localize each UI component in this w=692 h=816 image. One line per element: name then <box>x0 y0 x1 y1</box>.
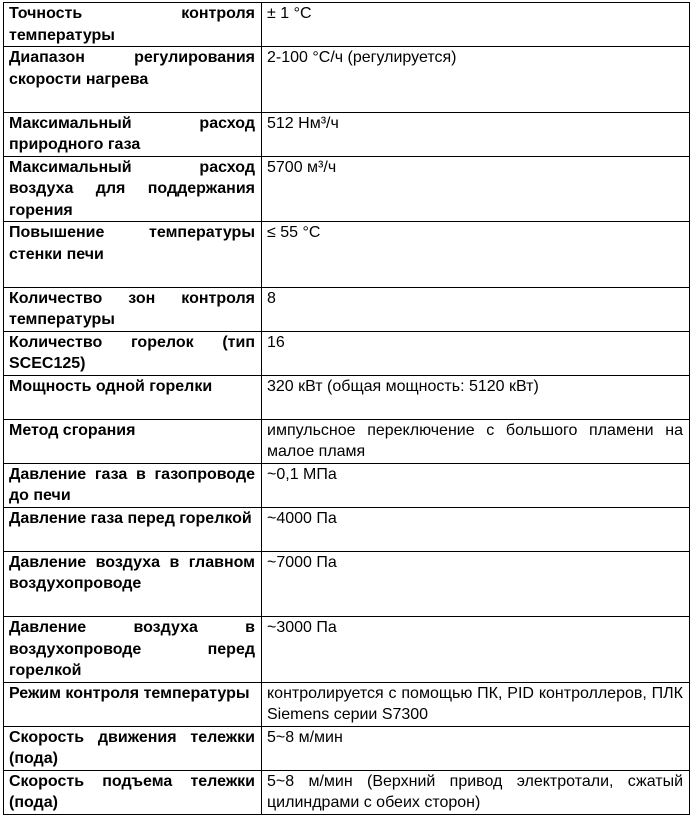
table-row <box>4 419 690 463</box>
param-cell: Максимальный расход воздуха для поддержания горения <box>4 156 262 222</box>
table-row <box>4 617 690 683</box>
table-row <box>4 551 690 617</box>
value-cell: ~7000 Па <box>262 551 690 617</box>
param-cell: Метод сгорания <box>4 419 262 463</box>
param-cell: Давление воздуха в воздухопроводе перед горелкой <box>4 617 262 683</box>
param-cell: Количество зон контроля температуры <box>4 287 262 331</box>
table-row <box>4 47 690 113</box>
table-row <box>4 726 690 770</box>
table-row <box>4 331 690 375</box>
value-cell: ~0,1 МПа <box>262 463 690 507</box>
value-cell: 2-100 °С/ч (регулируется) <box>262 47 690 113</box>
value-cell: 320 кВт (общая мощность: 5120 кВт) <box>262 375 690 419</box>
value-cell: контролируется с помощью ПК, PID контроллеров, ПЛК Siemens серии S7300 <box>262 682 690 726</box>
value-cell: ~3000 Па <box>262 617 690 683</box>
param-cell: Повышение температуры стенки печи <box>4 222 262 288</box>
param-cell: Мощность одной горелки <box>4 375 262 419</box>
value-cell: ± 1 °С <box>262 3 690 47</box>
value-cell: ≤ 55 °С <box>262 222 690 288</box>
table-row <box>4 287 690 331</box>
value-cell: импульсное переключение с большого пламени на малое пламя <box>262 419 690 463</box>
table-row <box>4 375 690 419</box>
value-cell: 5~8 м/мин <box>262 726 690 770</box>
table-row <box>4 222 690 288</box>
param-cell: Диапазон регулирования скорости нагрева <box>4 47 262 113</box>
table-row <box>4 770 690 814</box>
param-cell: Точность контроля температуры <box>4 3 262 47</box>
table-row <box>4 3 690 47</box>
value-cell: 512 Нм³/ч <box>262 112 690 156</box>
param-cell: Режим контроля температуры <box>4 682 262 726</box>
table-row <box>4 507 690 551</box>
param-cell: Давление газа перед горелкой <box>4 507 262 551</box>
param-cell: Максимальный расход природного газа <box>4 112 262 156</box>
table-row <box>4 156 690 222</box>
value-cell: ~4000 Па <box>262 507 690 551</box>
value-cell: 5~8 м/мин (Верхний привод электротали, сжатый цилиндрами с обеих сторон) <box>262 770 690 814</box>
param-cell: Скорость подъема тележки (пода) <box>4 770 262 814</box>
param-cell: Давление воздуха в главном воздухопроводе <box>4 551 262 617</box>
value-cell: 5700 м³/ч <box>262 156 690 222</box>
table-row <box>4 112 690 156</box>
specifications-table <box>3 2 690 815</box>
value-cell: 16 <box>262 331 690 375</box>
param-cell: Давление газа в газопроводе до печи <box>4 463 262 507</box>
table-row <box>4 463 690 507</box>
table-row <box>4 682 690 726</box>
value-cell: 8 <box>262 287 690 331</box>
param-cell: Количество горелок (тип SCEC125) <box>4 331 262 375</box>
param-cell: Скорость движения тележки (пода) <box>4 726 262 770</box>
